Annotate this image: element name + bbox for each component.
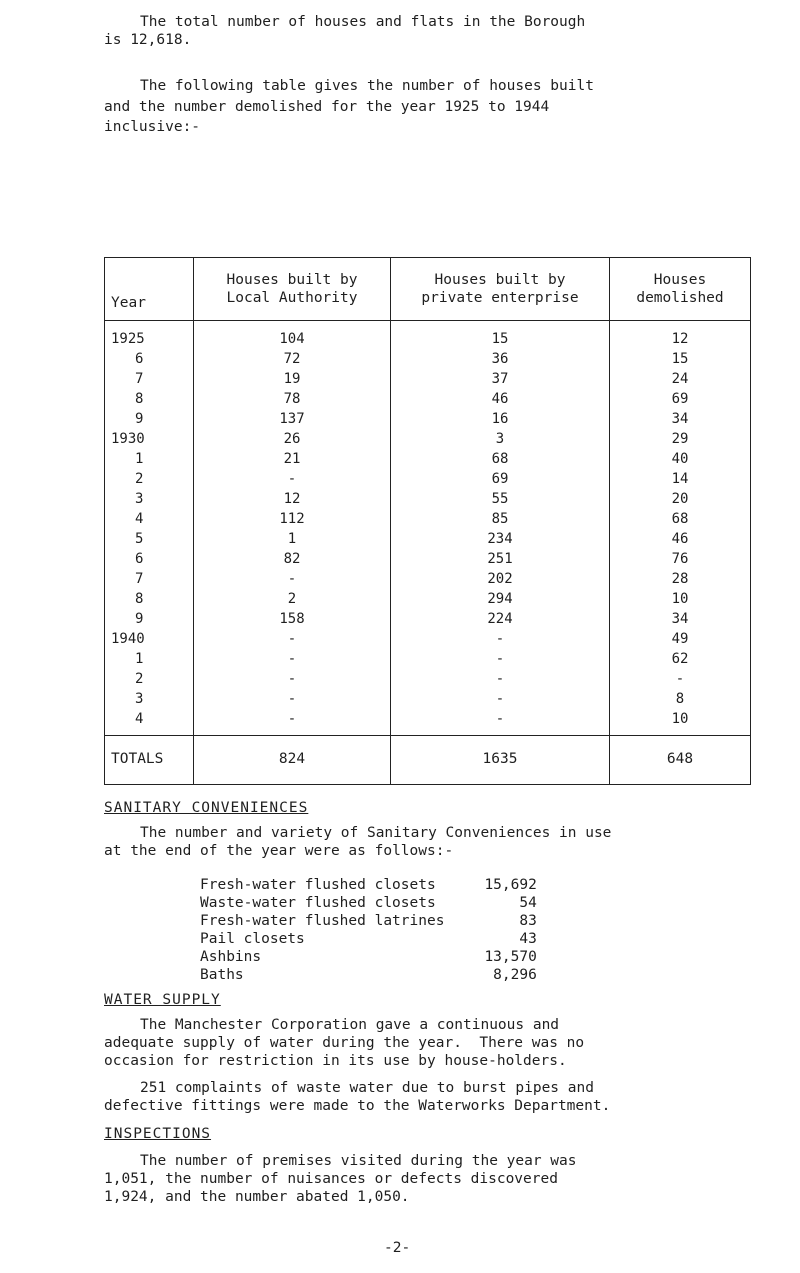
- cell-year: 6: [105, 549, 194, 569]
- cell-demolished: 29: [610, 429, 751, 449]
- totals-demolished: 648: [610, 736, 751, 785]
- cell-demolished: 10: [610, 709, 751, 736]
- sanitary-heading: SANITARY CONVENIENCES: [104, 800, 309, 816]
- table-row: [105, 449, 751, 469]
- cell-private: 37: [391, 369, 610, 389]
- cell-year: 1: [105, 449, 194, 469]
- cell-demolished: 40: [610, 449, 751, 469]
- cell-year: 1: [105, 649, 194, 669]
- inspections-line-1: The number of premises visited during the year was: [140, 1153, 577, 1169]
- cell-demolished: 68: [610, 509, 751, 529]
- sanitary-line-1: The number and variety of Sanitary Conveniences in use: [140, 825, 612, 841]
- cell-demolished: 34: [610, 609, 751, 629]
- cell-private: -: [391, 629, 610, 649]
- table-row: [105, 689, 751, 709]
- cell-demolished: 20: [610, 489, 751, 509]
- cell-local: -: [194, 669, 391, 689]
- cell-private: 3: [391, 429, 610, 449]
- cell-local: 2: [194, 589, 391, 609]
- header-local-line-2: Local Authority: [226, 290, 358, 306]
- cell-private: -: [391, 709, 610, 736]
- cell-year: 9: [105, 409, 194, 429]
- cell-year: 7: [105, 569, 194, 589]
- cell-private: 202: [391, 569, 610, 589]
- header-local-line-1: Houses built by: [226, 271, 358, 288]
- water-p1-line-3: occasion for restriction in its use by house-holders.: [104, 1053, 567, 1069]
- cell-year: 4: [105, 509, 194, 529]
- cell-local: 112: [194, 509, 391, 529]
- water-p1-line-1: The Manchester Corporation gave a continuous and: [140, 1017, 560, 1033]
- cell-year: 9: [105, 609, 194, 629]
- cell-demolished: 46: [610, 529, 751, 549]
- table-body: [105, 321, 751, 736]
- cell-private: 69: [391, 469, 610, 489]
- cell-local: 12: [194, 489, 391, 509]
- cell-year: 3: [105, 689, 194, 709]
- cell-year: 2: [105, 669, 194, 689]
- table-row: [105, 389, 751, 409]
- cell-local: 104: [194, 321, 391, 350]
- list-item: [200, 930, 537, 948]
- intro-line-1: The total number of houses and flats in the Borough: [140, 14, 586, 30]
- table-row: [105, 509, 751, 529]
- table-row: [105, 409, 751, 429]
- list-item: [200, 894, 537, 912]
- cell-private: -: [391, 689, 610, 709]
- cell-year: 3: [105, 489, 194, 509]
- table-row: [105, 709, 751, 736]
- cell-private: 224: [391, 609, 610, 629]
- cell-local: -: [194, 469, 391, 489]
- header-private-enterprise: [391, 258, 610, 321]
- list-item: [200, 876, 537, 894]
- cell-year: 7: [105, 369, 194, 389]
- cell-year: 5: [105, 529, 194, 549]
- header-private-line-2: private enterprise: [421, 290, 579, 306]
- cell-year: 4: [105, 709, 194, 736]
- water-p2-line-1: 251 complaints of waste water due to burst pipes and: [140, 1080, 594, 1096]
- table-intro-line-1: The following table gives the number of houses built: [140, 78, 594, 94]
- table-row: [105, 489, 751, 509]
- convenience-label: Baths: [200, 967, 244, 983]
- convenience-count: 43: [519, 931, 537, 947]
- cell-demolished: 12: [610, 321, 751, 350]
- inspections-line-3: 1,924, and the number abated 1,050.: [104, 1189, 410, 1205]
- convenience-label: Pail closets: [200, 931, 305, 947]
- table-intro-line-2: and the number demolished for the year 1925 to 1944: [104, 99, 550, 115]
- header-demolished-line-1: Houses: [653, 271, 707, 288]
- table-intro-line-3: inclusive:-: [104, 119, 201, 135]
- cell-private: 16: [391, 409, 610, 429]
- cell-private: 46: [391, 389, 610, 409]
- convenience-count: 54: [519, 895, 537, 911]
- table-row: [105, 629, 751, 649]
- cell-private: 36: [391, 349, 610, 369]
- convenience-count: 83: [519, 913, 537, 929]
- cell-demolished: 34: [610, 409, 751, 429]
- cell-year: 8: [105, 389, 194, 409]
- water-p1-line-2: adequate supply of water during the year. There was no: [104, 1035, 585, 1051]
- cell-local: 158: [194, 609, 391, 629]
- cell-private: 85: [391, 509, 610, 529]
- cell-demolished: 24: [610, 369, 751, 389]
- water-p2-line-2: defective fittings were made to the Waterworks Department.: [104, 1098, 611, 1114]
- cell-local: 82: [194, 549, 391, 569]
- cell-local: 137: [194, 409, 391, 429]
- cell-local: -: [194, 649, 391, 669]
- cell-private: 234: [391, 529, 610, 549]
- cell-demolished: 28: [610, 569, 751, 589]
- cell-demolished: 8: [610, 689, 751, 709]
- cell-year: 8: [105, 589, 194, 609]
- table-row: [105, 609, 751, 629]
- list-item: [200, 948, 537, 966]
- convenience-count: 15,692: [484, 877, 537, 893]
- table-row: [105, 369, 751, 389]
- totals-label: TOTALS: [105, 736, 194, 785]
- cell-demolished: 15: [610, 349, 751, 369]
- table-row: [105, 469, 751, 489]
- cell-year: 2: [105, 469, 194, 489]
- conveniences-body: [200, 876, 537, 984]
- cell-private: 68: [391, 449, 610, 469]
- table-row: [105, 349, 751, 369]
- table-row: [105, 549, 751, 569]
- header-private-line-1: Houses built by: [434, 271, 566, 288]
- list-item: [200, 912, 537, 930]
- water-heading: WATER SUPPLY: [104, 992, 221, 1008]
- cell-year: 1925: [105, 321, 194, 350]
- header-demolished: [610, 258, 751, 321]
- cell-private: 55: [391, 489, 610, 509]
- convenience-label: Waste-water flushed closets: [200, 895, 436, 911]
- cell-local: 26: [194, 429, 391, 449]
- sanitary-line-2: at the end of the year were as follows:-: [104, 843, 454, 859]
- inspections-line-2: 1,051, the number of nuisances or defects discovered: [104, 1171, 558, 1187]
- cell-private: 15: [391, 321, 610, 350]
- table-header-row: [105, 258, 751, 321]
- table-row: [105, 321, 751, 350]
- table-row: [105, 569, 751, 589]
- table-row: [105, 529, 751, 549]
- cell-demolished: 10: [610, 589, 751, 609]
- cell-local: 72: [194, 349, 391, 369]
- convenience-label: Ashbins: [200, 949, 262, 965]
- cell-local: 21: [194, 449, 391, 469]
- totals-row: [105, 736, 751, 785]
- cell-demolished: 49: [610, 629, 751, 649]
- cell-private: 294: [391, 589, 610, 609]
- totals-private: 1635: [391, 736, 610, 785]
- cell-local: 19: [194, 369, 391, 389]
- cell-demolished: -: [610, 669, 751, 689]
- cell-year: 1940: [105, 629, 194, 649]
- convenience-count: 8,296: [493, 967, 537, 983]
- convenience-label: Fresh-water flushed closets: [200, 877, 436, 893]
- header-demolished-line-2: demolished: [636, 290, 724, 306]
- header-local-authority: [194, 258, 391, 321]
- cell-demolished: 62: [610, 649, 751, 669]
- inspections-heading: INSPECTIONS: [104, 1126, 212, 1142]
- cell-demolished: 14: [610, 469, 751, 489]
- cell-year: 1930: [105, 429, 194, 449]
- totals-local: 824: [194, 736, 391, 785]
- cell-local: 78: [194, 389, 391, 409]
- cell-year: 6: [105, 349, 194, 369]
- houses-table: [104, 257, 751, 785]
- page-number: -2-: [384, 1240, 411, 1256]
- table-row: [105, 669, 751, 689]
- cell-private: -: [391, 669, 610, 689]
- table-row: [105, 429, 751, 449]
- cell-local: -: [194, 569, 391, 589]
- cell-private: 251: [391, 549, 610, 569]
- cell-local: 1: [194, 529, 391, 549]
- list-item: [200, 966, 537, 984]
- header-year: Year: [105, 258, 194, 321]
- cell-local: -: [194, 709, 391, 736]
- intro-line-2: is 12,618.: [104, 32, 192, 48]
- table-row: [105, 589, 751, 609]
- cell-local: -: [194, 629, 391, 649]
- cell-local: -: [194, 689, 391, 709]
- convenience-count: 13,570: [484, 949, 537, 965]
- cell-demolished: 76: [610, 549, 751, 569]
- table-row: [105, 649, 751, 669]
- conveniences-list: [200, 876, 537, 984]
- cell-demolished: 69: [610, 389, 751, 409]
- convenience-label: Fresh-water flushed latrines: [200, 913, 445, 929]
- cell-private: -: [391, 649, 610, 669]
